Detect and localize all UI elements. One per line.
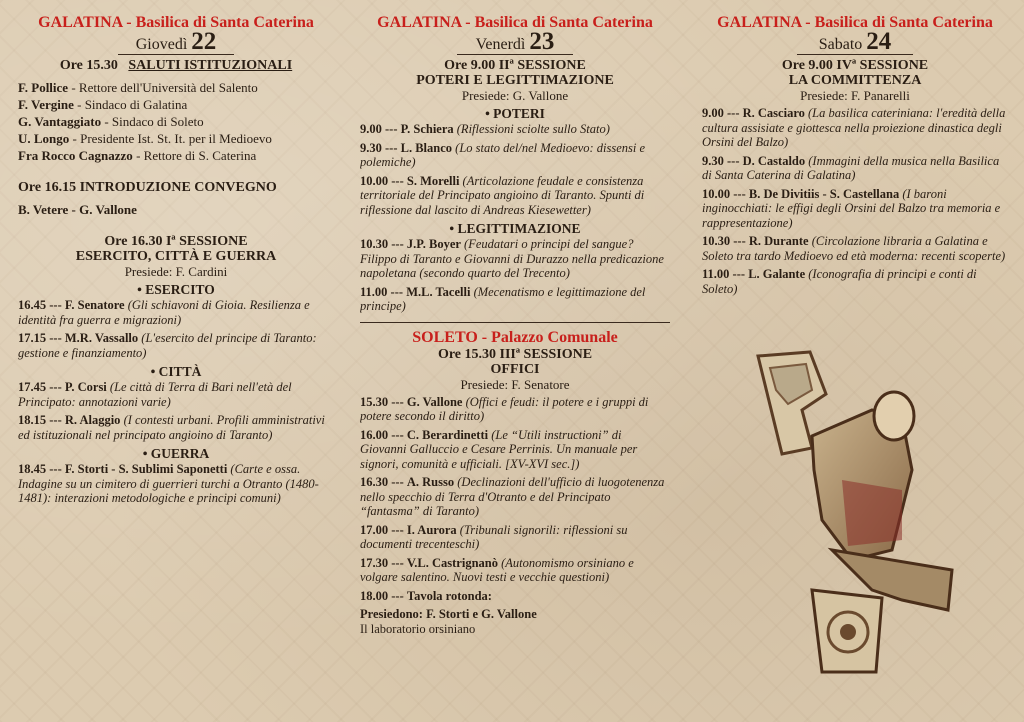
talk-time: 18.15 ---	[18, 413, 62, 427]
greeting-row	[18, 96, 334, 113]
speaker-name: U. Longo	[18, 131, 70, 146]
talk-title: (Declinazioni dell'ufficio di luogotenenza nello specchio di Terra d'Otranto e del Principato “fantasma” di Taranto)	[360, 475, 665, 518]
talk-entry	[360, 556, 670, 585]
session-heading: Ore 15.30 SALUTI ISTITUZIONALI	[59, 58, 293, 73]
column-thursday	[18, 14, 334, 716]
subsection-heading: • LEGITTIMAZIONE	[449, 221, 581, 236]
talk-title: (I baroni inginocchiati: le effigi degli Orsini del Balzo tra memoria e rappresentazione)	[702, 186, 1001, 230]
day-underline	[797, 54, 913, 55]
talk-list	[360, 237, 670, 314]
day-underline	[457, 54, 573, 55]
section-divider	[360, 322, 670, 323]
talk-time: 11.00 ---	[360, 284, 404, 299]
talk-entry	[360, 237, 670, 281]
session-chair: Presiede: F. Panarelli	[800, 88, 910, 103]
greeting-row	[18, 79, 334, 96]
session-title: LA COMMITTENZA	[788, 73, 922, 88]
talk-entry	[360, 475, 670, 519]
session-heading: Ore 16.30 Iª SESSIONE	[104, 234, 248, 249]
venue-title: SOLETO - Palazzo Comunale	[412, 328, 618, 346]
session-title: POTERI E LEGITTIMAZIONE	[416, 73, 614, 88]
subsection-heading: • POTERI	[485, 106, 545, 121]
talk-title: (L'esercito del principe di Taranto: gestione e finanziamento)	[18, 331, 317, 360]
speaker-role: - Sindaco di Galatina	[73, 97, 188, 112]
talk-time: 16.00 ---	[360, 427, 404, 442]
talk-entry	[360, 141, 670, 170]
round-table-chairs: Presiedono: F. Storti e G. Vallone	[360, 607, 537, 621]
session-title: ESERCITO, CITTÀ E GUERRA	[75, 249, 277, 264]
speaker-name: F. Vergine	[18, 97, 74, 112]
talk-title: (Articolazione feudale e consistenza territoriale del Principato angioino di Taranto. Spunti di riflessione dal lascito di Andreas Kiesewetter)	[360, 173, 645, 217]
talk-entry	[18, 462, 334, 506]
talk-time: 15.30 ---	[360, 394, 404, 409]
intro-heading: Ore 16.15 INTRODUZIONE CONVEGNO	[18, 180, 277, 195]
speaker-name: R. Durante	[748, 234, 809, 248]
talk-time: 10.30 ---	[702, 234, 746, 248]
talk-title: (Riflessioni sciolte sullo Stato)	[456, 122, 610, 136]
subsection-heading: • CITTÀ	[150, 364, 202, 379]
talk-time: 17.30 ---	[360, 555, 404, 570]
speaker-name: I. Aurora	[406, 522, 457, 537]
speaker-name: F. Pollice	[18, 80, 69, 95]
speaker-name: J.P. Boyer	[406, 237, 461, 251]
speaker-name: R. Alaggio	[64, 413, 121, 427]
talk-entry	[702, 234, 1008, 263]
speaker-name: Fra Rocco Cagnazzo	[18, 148, 133, 163]
greetings-list	[18, 79, 334, 164]
subsection-heading: • ESERCITO	[137, 282, 215, 297]
fresco-fragment-image	[752, 350, 962, 680]
talk-title: (Offici e feudi: il potere e i gruppi di potere secondo il diritto)	[360, 394, 649, 423]
talk-entry	[702, 267, 1008, 296]
talk-title: (Iconografia di principi e conti di Soleto)	[702, 267, 977, 296]
talk-title: (La basilica cateriniana: l'eredità della cultura assisiate e giottesca nella proiezione dinastica degli Orsini del Balzo)	[702, 106, 1006, 149]
talk-time: 17.15 ---	[18, 331, 62, 345]
speaker-name: R. Casciaro	[742, 106, 805, 120]
speaker-name: F. Storti - S. Sublimi Saponetti	[64, 462, 228, 476]
talk-list	[18, 298, 334, 360]
talk-time: 9.30 ---	[702, 153, 740, 168]
talk-entry	[360, 174, 670, 218]
session-heading: Ore 15.30 IIIª SESSIONE	[437, 346, 593, 362]
subsection-heading: • GUERRA	[142, 446, 210, 461]
speaker-role: - Sindaco di Soleto	[101, 114, 204, 129]
talk-time: 9.00 ---	[360, 122, 398, 136]
talk-entry	[360, 428, 670, 472]
talk-entry	[18, 380, 334, 409]
talk-list	[360, 395, 670, 585]
talk-entry	[360, 523, 670, 552]
talk-title: (Gli schiavoni di Gioia. Resilienza e identità fra guerra e migrazioni)	[18, 298, 310, 327]
speaker-name: L. Blanco	[400, 140, 453, 155]
speaker-name: L. Galante	[748, 267, 806, 281]
talk-title: (Carte e ossa. Indagine su un cimitero di guerrieri turchi a Otranto (1480-1481): interazioni metodologiche e principi comuni)	[18, 462, 319, 505]
talk-list	[18, 462, 334, 506]
round-table-topic: Il laboratorio orsiniano	[360, 621, 476, 636]
round-table: 18.00 --- Tavola rotonda:	[360, 588, 492, 603]
speaker-name: V.L. Castrignanò	[406, 555, 498, 570]
talk-entry	[702, 187, 1008, 231]
talk-entry	[360, 395, 670, 424]
talk-entry	[702, 106, 1008, 150]
venue-title: GALATINA - Basilica di Santa Caterina	[377, 14, 653, 31]
talk-time: 10.00 ---	[702, 186, 746, 201]
talk-time: 17.00 ---	[360, 522, 404, 537]
talk-time: 16.30 ---	[360, 475, 404, 489]
talk-time: 16.45 ---	[18, 298, 62, 312]
talk-entry	[18, 413, 334, 442]
talk-time: 9.00 ---	[702, 106, 740, 120]
talk-time: 10.30 ---	[360, 237, 404, 251]
talk-title: (Autonomismo orsiniano e volgare salentino. Nuovi testi e vecchie questioni)	[360, 555, 634, 584]
speaker-name: G. Vallone	[406, 394, 463, 409]
speaker-role: - Rettore dell'Università del Salento	[68, 80, 258, 95]
talk-time: 18.45 ---	[18, 462, 62, 476]
talk-title: (Immagini della musica nella Basilica di Santa Caterina di Galatina)	[702, 153, 1000, 182]
speaker-name: M.R. Vassallo	[64, 331, 139, 345]
session-chair: Presiede: F. Senatore	[460, 376, 570, 392]
speaker-name: G. Vantaggiato	[18, 114, 102, 129]
greeting-row	[18, 147, 334, 164]
talk-time: 11.00 ---	[702, 267, 746, 281]
speaker-role: - Presidente Ist. St. It. per il Medioevo	[69, 131, 272, 146]
talk-time: 9.30 ---	[360, 140, 398, 155]
talk-title: (Le città di Terra di Bari nell'età del Principato: annotazioni varie)	[18, 380, 292, 409]
talk-list	[18, 380, 334, 442]
session-chair: Presiede: F. Cardini	[124, 264, 228, 279]
speaker-name: A. Russo	[406, 475, 455, 489]
day-underline	[118, 54, 234, 55]
talk-title: (Lo stato del/nel Medioevo: dissensi e polemiche)	[360, 140, 646, 169]
talk-entry	[360, 122, 670, 137]
talk-list	[702, 106, 1008, 296]
talk-entry	[18, 331, 334, 360]
day-heading: Giovedì 22	[135, 28, 217, 55]
session-heading: Ore 9.00 IIª SESSIONE	[444, 58, 586, 73]
speaker-name: S. Morelli	[406, 173, 460, 188]
day-heading: Sabato 24	[818, 28, 892, 55]
talk-time: 10.00 ---	[360, 173, 404, 188]
talk-time: 17.45 ---	[18, 380, 62, 394]
day-heading: Venerdì 23	[475, 28, 555, 55]
speaker-name: B. De Divitiis - S. Castellana	[748, 186, 900, 201]
column-friday	[360, 14, 670, 716]
talk-entry	[360, 285, 670, 314]
speaker-role: - Rettore di S. Caterina	[132, 148, 257, 163]
speaker-name: D. Castaldo	[742, 153, 806, 168]
talk-entry	[18, 298, 334, 327]
talk-entry	[702, 154, 1008, 183]
venue-title: GALATINA - Basilica di Santa Caterina	[717, 14, 993, 31]
greeting-row	[18, 130, 334, 147]
talk-title: (Le “Utili instructioni” di Giovanni Galluccio e Cesare Perrinis. Un manuale per signori, comunità e ufficiali. [XV-XVI sec.])	[360, 427, 638, 471]
session-heading: Ore 9.00 IVª SESSIONE	[781, 58, 929, 73]
session-title: OFFICI	[490, 361, 540, 377]
speaker-name: C. Berardinetti	[406, 427, 489, 442]
speaker-name: F. Senatore	[64, 298, 125, 312]
talk-list	[360, 122, 670, 217]
intro-speakers: B. Vetere - G. Vallone	[18, 202, 137, 217]
speaker-name: M.L. Tacelli	[406, 284, 471, 299]
talk-title: (Circolazione libraria a Galatina e Soleto tra tardo Medioevo ed età moderna: recenti scoperte)	[702, 234, 1006, 263]
speaker-name: P. Schiera	[400, 122, 454, 136]
greeting-row	[18, 113, 334, 130]
talk-title: (Mecenatismo e legittimazione del principe)	[360, 284, 646, 313]
talk-title: (Tribunali signorili: riflessioni su documenti trecenteschi)	[360, 522, 628, 551]
speaker-name: P. Corsi	[64, 380, 107, 394]
session-chair: Presiede: G. Vallone	[461, 88, 569, 103]
talk-title: (Feudatari o principi del sangue? Filippo di Taranto e Giovanni di Durazzo nella predicazione napoletana (secondo quarto del Trecento)	[360, 237, 664, 280]
venue-title: GALATINA - Basilica di Santa Caterina	[38, 14, 314, 31]
talk-title: (I contesti urbani. Profili amministrativi ed istituzionali nel principato angioino di Taranto)	[18, 413, 325, 442]
